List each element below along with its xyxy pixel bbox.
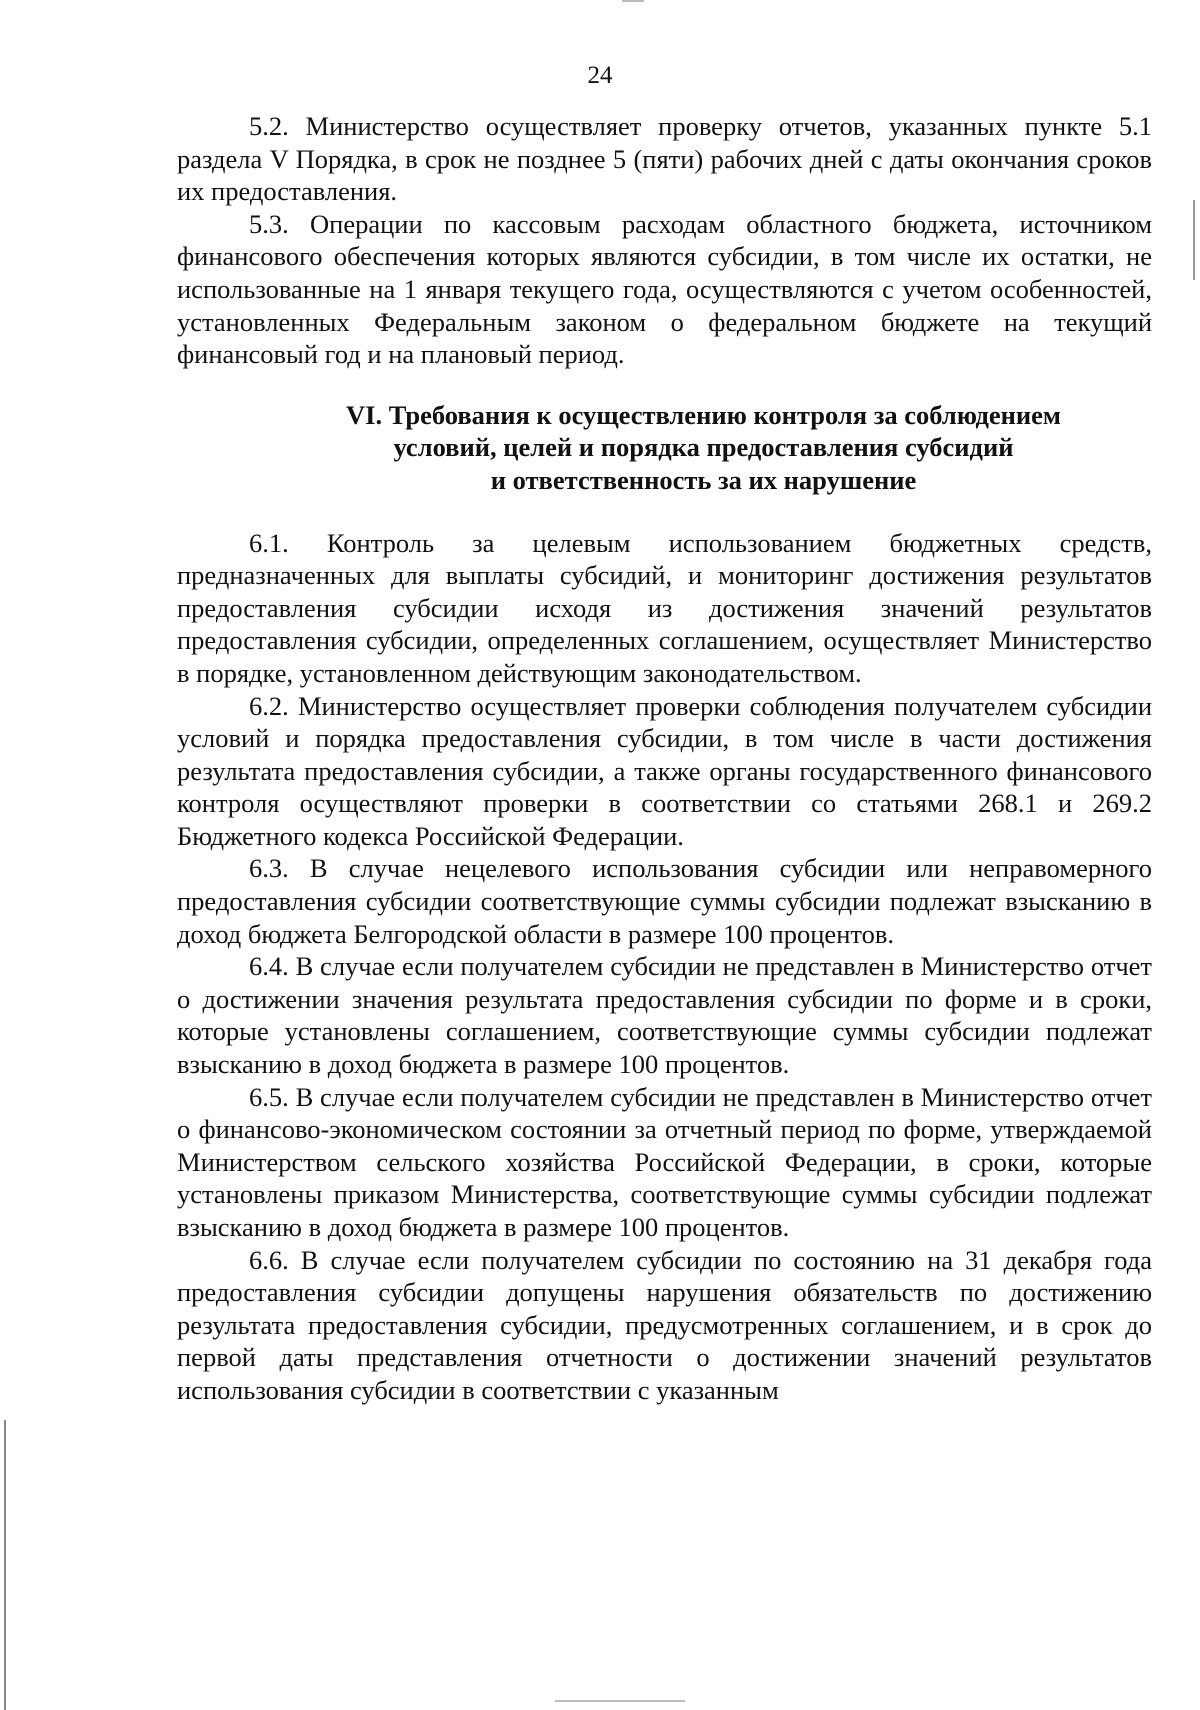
paragraph-5-2: 5.2. Министерство осуществляет проверку отчетов, указанных пункте 5.1 раздела V Порядка, в срок не позднее 5 (пяти) рабочих дней с даты окончания сроков их предоставления. xyxy=(177,111,1152,207)
paragraph-6-3: 6.3. В случае нецелевого использования субсидии или неправомерного предоставления субсидии соответствующие суммы субсидии подлежат взысканию в доход бюджета Белгородской области в размере 100 процентов. xyxy=(177,853,1152,949)
paragraph-6-5: 6.5. В случае если получателем субсидии не представлен в Министерство отчет о финансово-экономическом состоянии за отчетный период по форме, утверждаемой Министерством сельского хозяйства Российской Федерации, в сроки, которые установлены приказом Министерства, соответствующие суммы субсидии подлежат взысканию в доход бюджета в размере 100 процентов. xyxy=(177,1081,1152,1242)
section-6-title-line: и ответственность за их нарушение xyxy=(490,464,917,495)
page-number: 24 xyxy=(587,62,613,89)
scan-artifact-left xyxy=(4,1420,6,1710)
scan-artifact-top xyxy=(622,0,644,2)
section-6-title-line: условий, целей и порядка предоставления субсидий xyxy=(393,432,1014,463)
paragraph-6-1: 6.1. Контроль за целевым использованием бюджетных средств, предназначенных для выплаты субсидий, и мониторинг достижения результатов предоставления субсидии исходя из достижения значений результатов предоставления субсидии, определенных соглашением, осуществляет Министерство в порядке, установленном действующим законодательством. xyxy=(177,527,1152,688)
paragraph-6-6: 6.6. В случае если получателем субсидии по состоянию на 31 декабря года предоставления субсидии допущены нарушения обязательств по достижению результата предоставления субсидии, предусмотренных соглашением, и в срок до первой даты представления отчетности о достижении значений результатов использования субсидии в соответствии с указанным xyxy=(177,1244,1152,1405)
document-body xyxy=(177,110,1152,1407)
scan-artifact-right xyxy=(1193,200,1195,280)
paragraph-5-3: 5.3. Операции по кассовым расходам областного бюджета, источником финансового обеспечения которых являются субсидии, в том числе их остатки, не использованные на 1 января текущего года, осуществляются с учетом особенностей, установленных Федеральным законом о федеральном бюджете на текущий финансовый год и на плановый период. xyxy=(177,208,1152,370)
paragraph-6-4: 6.4. В случае если получателем субсидии не представлен в Министерство отчет о достижении значения результата предоставления субсидии по форме и в сроки, которые установлены соглашением, соответствующие суммы субсидии подлежат взысканию в доход бюджета в размере 100 процентов. xyxy=(177,951,1152,1080)
section-6-title xyxy=(177,399,1152,497)
paragraph-6-2: 6.2. Министерство осуществляет проверки соблюдения получателем субсидии условий и порядка предоставления субсидии, в том числе в части достижения результата предоставления субсидии, а также органы государственного финансового контроля осуществляют проверки в соответствии со статьями 268.1 и 269.2 Бюджетного кодекса Российской Федерации. xyxy=(177,690,1152,851)
scan-artifact-bottom xyxy=(555,1700,685,1702)
section-6-title-line: VI. Требования к осуществлению контроля за соблюдением xyxy=(346,399,1061,430)
